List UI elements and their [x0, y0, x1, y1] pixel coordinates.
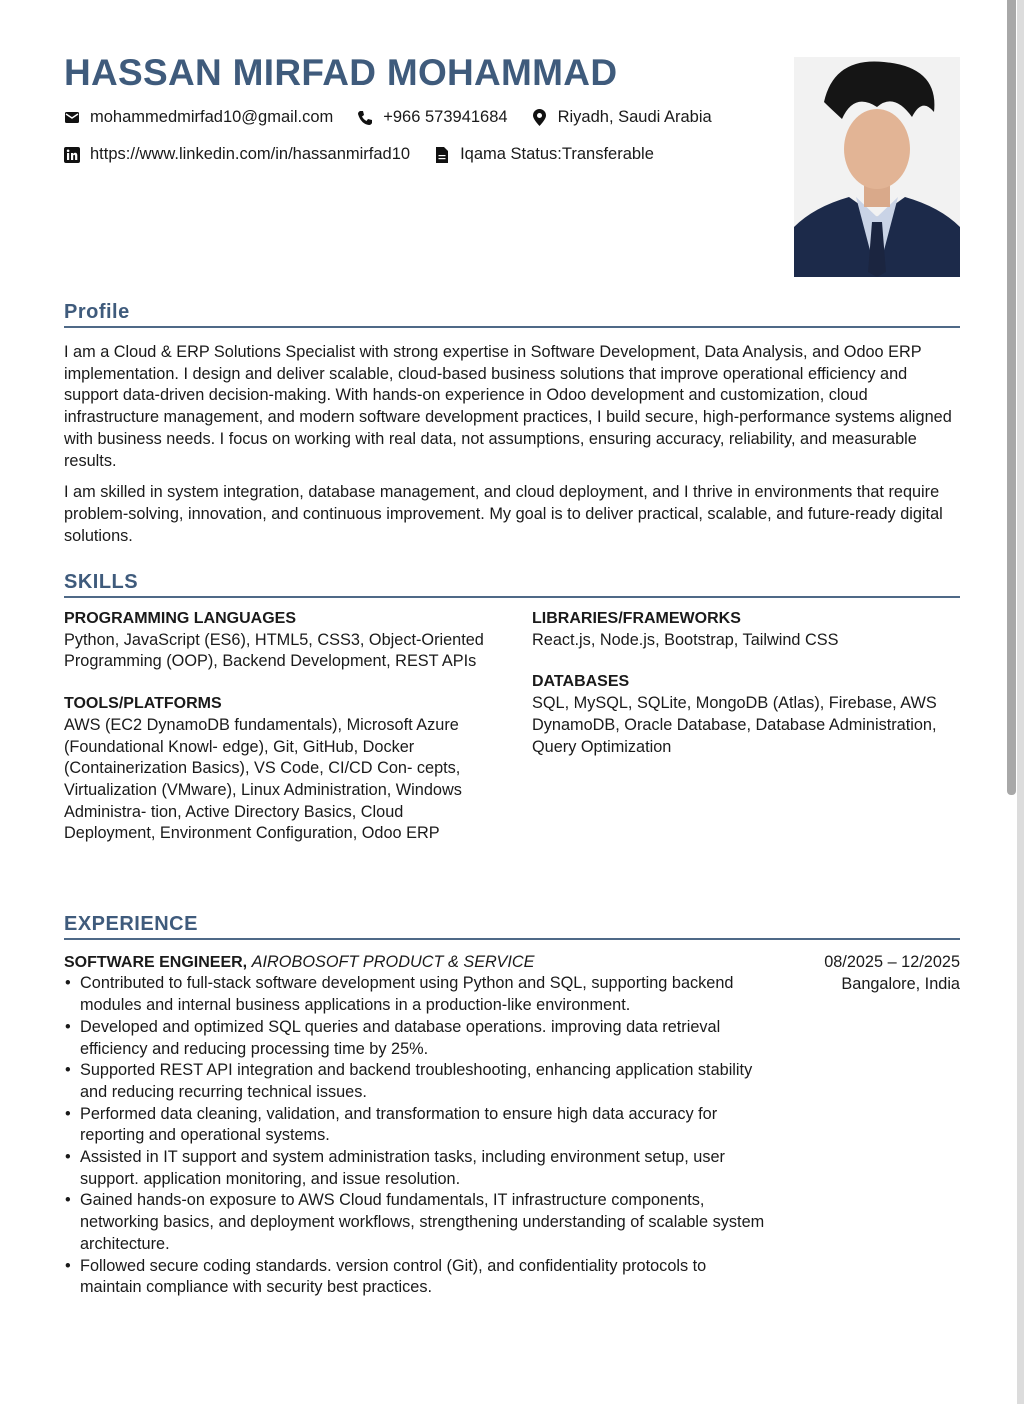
skill-category: LIBRARIES/FRAMEWORKS: [532, 610, 741, 627]
profile-paragraph: I am skilled in system integration, database management, and cloud deployment, and I thrive in environments that require problem-solving, innovation, and continuous improvement. My goal is to deliver practical, scalable, and future-ready digital solutions.: [64, 483, 943, 545]
linkedin-item[interactable]: [64, 145, 410, 164]
profile-photo: [794, 57, 960, 277]
profile-heading: Profile: [64, 301, 960, 328]
skills-right-column: [532, 608, 960, 865]
contact-row-1: [64, 108, 712, 127]
skill-category: DATABASES: [532, 673, 630, 691]
map-pin-icon: [532, 110, 548, 126]
envelope-icon: [64, 110, 80, 126]
job-bullet: • Gained hands-on exposure to AWS Cloud fundamentals, IT infrastructure components, networking basics, and deployment workflows, strengthening understanding of scalable system architecture.: [80, 1190, 770, 1255]
job-dates: 08/2025 – 12/2025: [824, 953, 960, 971]
job-role: SOFTWARE ENGINEER,: [64, 954, 248, 971]
job-bullet: • Assisted in IT support and system administration tasks, including environment setup, user support. application monitoring, and issue resolution.: [80, 1147, 770, 1190]
job-bullet: • Followed secure coding standards. version control (Git), and confidentiality protocols to maintain compliance with security best practices.: [80, 1256, 770, 1299]
experience-heading: EXPERIENCE: [64, 913, 960, 940]
skills-section: [64, 571, 960, 865]
skill-category: PROGRAMMING LANGUAGES: [64, 610, 296, 627]
linkedin-icon: [64, 147, 80, 163]
skill-list: AWS (EC2 DynamoDB fundamentals), Microsoft Azure (Foundational Knowl- edge), Git, GitHub, Docker (Containerization Basics), VS Code, CI/CD Con- cepts, Virtualization (VMware), Linux Administration, Windows Administra- tion, Active Directory Basics, Cloud Deployment, Environment Configuration, Odoo ERP: [64, 715, 462, 843]
phone-text: +966 573941684: [383, 108, 508, 126]
location-item: [532, 108, 712, 127]
job-company: AIROBOSOFT PRODUCT & SERVICE: [251, 953, 535, 971]
document-icon: [434, 147, 450, 163]
skills-heading: SKILLS: [64, 571, 960, 598]
job-bullet: • Performed data cleaning, validation, and transformation to ensure high data accuracy for reporting and operational systems.: [80, 1104, 770, 1147]
location-text: Riyadh, Saudi Arabia: [557, 108, 712, 126]
profile-section: [64, 301, 960, 557]
job-bullet: • Developed and optimized SQL queries and database operations. improving data retrieval efficiency and reducing processing time by 25%.: [80, 1017, 770, 1060]
iqama-text: Iqama Status:Transferable: [460, 145, 654, 163]
contact-row-2: [64, 145, 654, 164]
viewer-edge: [1017, 0, 1024, 1404]
job-entry: [64, 952, 960, 1299]
skills-left-column: [64, 608, 492, 865]
candidate-name: HASSAN MIRFAD MOHAMMAD: [64, 52, 618, 93]
skill-category: TOOLS/PLATFORMS: [64, 695, 222, 713]
linkedin-url: https://www.linkedin.com/in/hassanmirfad10: [90, 145, 411, 163]
skill-list: SQL, MySQL, SQLite, MongoDB (Atlas), Firebase, AWS DynamoDB, Oracle Database, Database Administration, Query Optimization: [532, 694, 937, 756]
job-bullet: • Contributed to full-stack software development using Python and SQL, supporting backend modules and internal business applications in a production-like environment.: [80, 973, 770, 1016]
phone-icon: [357, 110, 373, 126]
job-bullet: • Supported REST API integration and backend troubleshooting, enhancing application stability and reducing recurring technical issues.: [80, 1060, 770, 1103]
vertical-scrollbar[interactable]: [1007, 0, 1016, 795]
email-text: mohammedmirfad10@gmail.com: [90, 108, 334, 126]
skill-list: Python, JavaScript (ES6), HTML5, CSS3, Object-Oriented Programming (OOP), Backend Development, REST APIs: [64, 630, 484, 671]
job-bullets: [64, 973, 960, 1299]
phone-item[interactable]: [357, 108, 507, 127]
email-item[interactable]: [64, 108, 333, 127]
experience-section: [64, 913, 960, 1299]
iqama-item: [434, 145, 654, 164]
job-location: Bangalore, India: [841, 974, 960, 993]
profile-paragraph: I am a Cloud & ERP Solutions Specialist with strong expertise in Software Development, Data Analysis, and Odoo ERP implementation. I design and deliver scalable, cloud-based business solutions that improve operational efficiency and support data-driven decision-making. With hands-on experience in Odoo development and customization, cloud infrastructure management, and modern software development practices, I build secure, high-performance systems aligned with business needs. I focus on working with real data, not assumptions, ensuring accuracy, reliability, and measurable results.: [64, 343, 952, 470]
skill-list: React.js, Node.js, Bootstrap, Tailwind CSS: [532, 630, 839, 649]
